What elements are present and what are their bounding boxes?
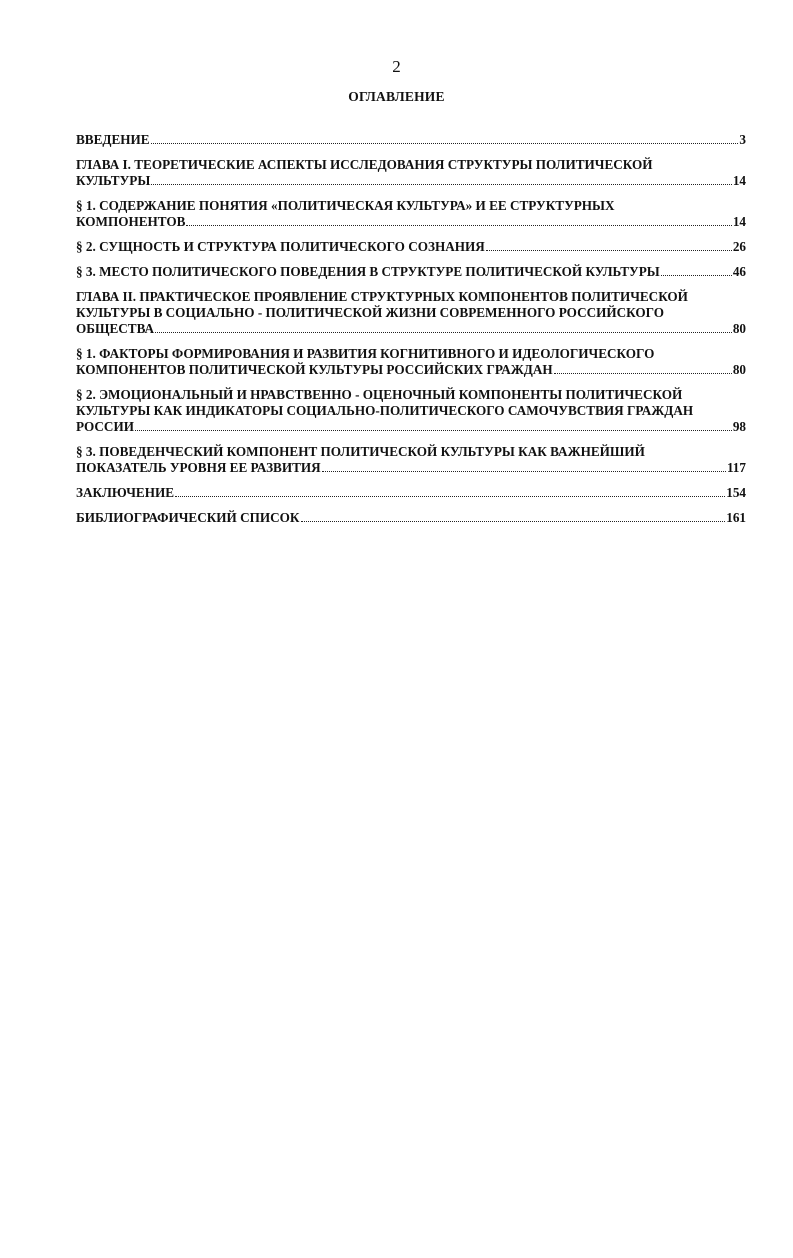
toc-entry-title-line: КУЛЬТУРЫ В СОЦИАЛЬНО - ПОЛИТИЧЕСКОЙ ЖИЗНИ СОВРЕМЕННОГО РОССИЙСКОГО (76, 305, 664, 320)
toc-entry[interactable] (76, 485, 746, 501)
toc-entry[interactable] (76, 198, 746, 230)
toc-entry-title-line: § 2. ЭМОЦИОНАЛЬНЫЙ И НРАВСТВЕННО - ОЦЕНОЧНЫЙ КОМПОНЕНТЫ ПОЛИТИЧЕСКОЙ (76, 387, 683, 402)
toc-entry-title-line: § 1. СОДЕРЖАНИЕ ПОНЯТИЯ «ПОЛИТИЧЕСКАЯ КУЛЬТУРА» И ЕЕ СТРУКТУРНЫХ (76, 198, 615, 213)
toc-entry[interactable] (76, 387, 746, 435)
toc-page-number: 14 (732, 173, 746, 188)
toc-entry-last-line (76, 214, 746, 230)
toc-entry[interactable] (76, 289, 746, 337)
page-number: 2 (392, 57, 401, 76)
dot-leader (554, 373, 732, 374)
toc-entry-title-line: ОБЩЕСТВА (76, 321, 155, 336)
toc-page-number: 80 (732, 321, 746, 336)
toc-entry[interactable] (76, 264, 746, 280)
toc-entry-last-line (76, 173, 746, 189)
dot-leader (135, 430, 732, 431)
toc-entry[interactable] (76, 157, 746, 189)
toc-entry-title-line: КУЛЬТУРЫ КАК ИНДИКАТОРЫ СОЦИАЛЬНО-ПОЛИТИЧЕСКОГО САМОЧУВСТВИЯ ГРАЖДАН (76, 403, 694, 418)
toc-entry-title-line: КУЛЬТУРЫ (76, 173, 151, 188)
toc-entry-title-line: КОМПОНЕНТОВ (76, 214, 186, 229)
dot-leader (486, 250, 732, 251)
toc-page-number: 80 (732, 362, 746, 377)
toc-entry-last-line (76, 321, 746, 337)
toc-entry-last-line (76, 362, 746, 378)
toc-page-number: 161 (726, 510, 746, 525)
toc-entry-title-line: § 3. ПОВЕДЕНЧЕСКИЙ КОМПОНЕНТ ПОЛИТИЧЕСКОЙ КУЛЬТУРЫ КАК ВАЖНЕЙШИЙ (76, 444, 645, 459)
toc-entry-last-line (76, 264, 746, 280)
toc-entry-title-line: ГЛАВА I. ТЕОРЕТИЧЕСКИЕ АСПЕКТЫ ИССЛЕДОВАНИЯ СТРУКТУРЫ ПОЛИТИЧЕСКОЙ (76, 157, 653, 172)
toc-entry-title-line: ВВЕДЕНИЕ (76, 132, 150, 147)
toc-entry-title-line: ГЛАВА II. ПРАКТИЧЕСКОЕ ПРОЯВЛЕНИЕ СТРУКТУРНЫХ КОМПОНЕНТОВ ПОЛИТИЧЕСКОЙ (76, 289, 688, 304)
toc-entry-title-line: ПОКАЗАТЕЛЬ УРОВНЯ ЕЕ РАЗВИТИЯ (76, 460, 321, 475)
dot-leader (661, 275, 732, 276)
toc-page-number: 117 (726, 460, 746, 475)
toc-entry-last-line (76, 419, 746, 435)
toc-entry-title-line: § 2. СУЩНОСТЬ И СТРУКТУРА ПОЛИТИЧЕСКОГО СОЗНАНИЯ (76, 239, 485, 254)
toc-entry-title-line: ЗАКЛЮЧЕНИЕ (76, 485, 175, 500)
dot-leader (155, 332, 732, 333)
toc-entry-last-line (76, 460, 746, 476)
toc-entry[interactable] (76, 346, 746, 378)
toc-entry-last-line (76, 485, 746, 501)
toc-page-number: 46 (732, 264, 746, 279)
toc-entry[interactable] (76, 239, 746, 255)
dot-leader (186, 225, 731, 226)
toc-entry-last-line (76, 132, 746, 148)
toc-page-number: 3 (739, 132, 746, 147)
toc-page-number: 154 (726, 485, 746, 500)
toc-page-number: 26 (732, 239, 746, 254)
toc-page-number: 14 (732, 214, 746, 229)
toc-entry[interactable] (76, 510, 746, 526)
toc-entry-title-line: § 1. ФАКТОРЫ ФОРМИРОВАНИЯ И РАЗВИТИЯ КОГНИТИВНОГО И ИДЕОЛОГИЧЕСКОГО (76, 346, 655, 361)
toc-heading: ОГЛАВЛЕНИЕ (348, 89, 445, 104)
toc-entry-title-line: РОССИИ (76, 419, 134, 434)
dot-leader (322, 471, 726, 472)
table-of-contents (76, 132, 746, 526)
dot-leader (175, 496, 725, 497)
dot-leader (301, 521, 726, 522)
toc-page-number: 98 (732, 419, 746, 434)
toc-entry-last-line (76, 239, 746, 255)
toc-entry-title-line: § 3. МЕСТО ПОЛИТИЧЕСКОГО ПОВЕДЕНИЯ В СТРУКТУРЕ ПОЛИТИЧЕСКОЙ КУЛЬТУРЫ (76, 264, 660, 279)
dot-leader (151, 184, 732, 185)
dot-leader (151, 143, 739, 144)
toc-entry[interactable] (76, 444, 746, 476)
toc-entry[interactable] (76, 132, 746, 148)
toc-entry-title-line: БИБЛИОГРАФИЧЕСКИЙ СПИСОК (76, 510, 300, 525)
toc-entry-title-line: КОМПОНЕНТОВ ПОЛИТИЧЕСКОЙ КУЛЬТУРЫ РОССИЙСКИХ ГРАЖДАН (76, 362, 553, 377)
toc-entry-last-line (76, 510, 746, 526)
